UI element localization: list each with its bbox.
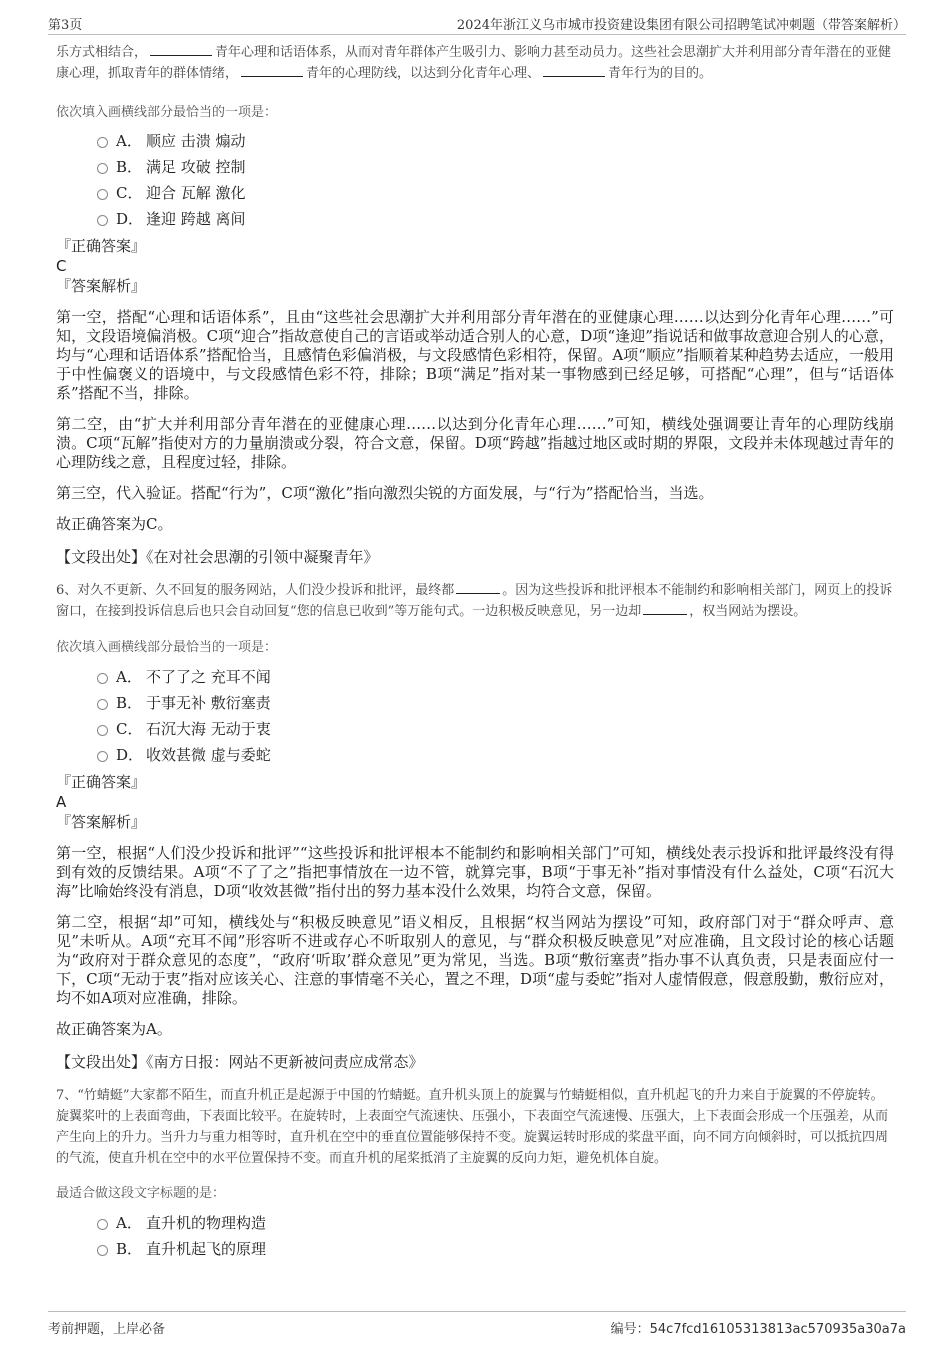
explanation-conclusion: 故正确答案为A。 <box>56 1020 172 1038</box>
answer-label: 『正确答案』 <box>56 773 147 791</box>
page-content <box>56 42 894 1262</box>
blank <box>643 602 687 615</box>
radio-icon[interactable] <box>97 751 108 762</box>
option-d[interactable]: D． 收效甚微 虚与委蛇 <box>56 742 894 768</box>
analysis-label: 『答案解析』 <box>56 813 147 831</box>
radio-icon[interactable] <box>97 163 108 174</box>
explanation-paragraph: 第一空，搭配“心理和话语体系”，且由“这些社会思潮扩大并利用部分青年潜在的亚健康心理……以达到分化青年心理……”可知，文段语境偏消极。C项“迎合”指故意使自己的言语或举动适合别人的心意，D项“逢迎”指说话和做事故意迎合别人的心意，均与“心理和话语体系”搭配恰当，且感情色彩偏消极，与文段感情色彩相符，保留。A项“顺应”指顺着某种趋势去适应，一般用于中性偏褒义的语境中，与文段感情色彩不符，排除；B项“满足”指对某一事物感到已经足够，可搭配“心理”，但与“话语体系”搭配不当，排除。 <box>56 308 894 402</box>
answer-label: 『正确答案』 <box>56 237 147 255</box>
source-citation: 【文段出处】《南方日报：网站不更新被问责应成常态》 <box>56 1053 424 1071</box>
option-b[interactable]: B． 满足 攻破 控制 <box>56 154 894 180</box>
option-c[interactable]: C． 石沉大海 无动于衷 <box>56 716 894 742</box>
radio-icon[interactable] <box>97 725 108 736</box>
option-a[interactable]: A． 不了了之 充耳不闻 <box>56 664 894 690</box>
radio-icon[interactable] <box>97 137 108 148</box>
radio-icon[interactable] <box>97 189 108 200</box>
radio-icon[interactable] <box>97 1219 108 1230</box>
explanation-conclusion: 故正确答案为C。 <box>56 515 173 533</box>
document-id: 编号：54c7fcd16105313813ac570935a30a7a <box>610 1322 906 1337</box>
analysis-label: 『答案解析』 <box>56 277 147 295</box>
q7-stem: 7、“竹蜻蜓”大家都不陌生，而直升机正是起源于中国的竹蜻蜓。直升机头顶上的旋翼与竹蜻蜓相似，直升机起飞的升力来自于旋翼的不停旋转。旋翼桨叶的上表面弯曲，下表面比较平。在旋转时，上表面空气流速快、压强小，下表面空气流速慢、压强大，上下表面会形成一个压强差，从而产生向上的升力。当升力与重力相等时，直升机在空中的垂直位置能够保持不变。旋翼运转时形成的桨盘平面，向不同方向倾斜时，可以抵抗四周的气流，使直升机在空中的水平位置保持不变。而直升机的尾桨抵消了主旋翼的反向力矩，避免机体自旋。 <box>56 1088 889 1166</box>
q5-prompt: 依次填入画横线部分最恰当的一项是： <box>56 105 278 120</box>
blank <box>241 64 303 77</box>
radio-icon[interactable] <box>97 673 108 684</box>
q5-options <box>56 128 894 232</box>
option-c[interactable]: C． 迎合 瓦解 激化 <box>56 180 894 206</box>
q6-prompt: 依次填入画横线部分最恰当的一项是： <box>56 640 278 655</box>
blank <box>150 43 212 56</box>
blank <box>543 64 605 77</box>
option-d[interactable]: D． 逢迎 跨越 离间 <box>56 206 894 232</box>
radio-icon[interactable] <box>97 699 108 710</box>
footer-slogan: 考前押题，上岸必备 <box>48 1322 166 1337</box>
option-b[interactable]: B． 于事无补 敷衍塞责 <box>56 690 894 716</box>
explanation-paragraph: 第一空，根据“人们没少投诉和批评”“这些投诉和批评根本不能制约和影响相关部门”可知，横线处表示投诉和批评最终没有得到有效的反馈结果。A项“不了了之”指把事情放在一边不管，就算完事，B项“于事无补”指对事情没有什么益处，C项“石沉大海”比喻始终没有消息，D项“收效甚微”指付出的努力基本没什么效果，均符合文意，保留。 <box>56 844 894 900</box>
q7-prompt: 最适合做这段文字标题的是： <box>56 1186 226 1201</box>
explanation-paragraph: 第二空，由“扩大并利用部分青年潜在的亚健康心理……以达到分化青年心理……”可知，横线处强调要让青年的心理防线崩溃。C项“瓦解”指使对方的力量崩溃或分裂，符合文意，保留。D项“跨越”指越过地区或时期的界限，文段并未体现越过青年的心理防线之意，且程度过轻，排除。 <box>56 415 894 471</box>
correct-answer: A <box>56 793 67 811</box>
blank <box>456 581 500 594</box>
option-a[interactable]: A． 直升机的物理构造 <box>56 1210 894 1236</box>
correct-answer: C <box>56 257 67 275</box>
page-number: 第3页 <box>48 18 83 33</box>
q6-stem: 6、对久不更新、久不回复的服务网站，人们没少投诉和批评，最终都 。因为这些投诉和批评根本不能制约和影响相关部门，网页上的投诉窗口，在接到投诉信息后也只会自动回复“您的信息已收到”等万能句式。一边积极反映意见，另一边却 ，权当网站为摆设。 <box>56 583 893 619</box>
document-title: 2024年浙江义乌市城市投资建设集团有限公司招聘笔试冲刺题（带答案解析） <box>456 18 906 33</box>
option-b[interactable]: B． 直升机起飞的原理 <box>56 1236 894 1262</box>
radio-icon[interactable] <box>97 215 108 226</box>
source-citation: 【文段出处】《在对社会思潮的引领中凝聚青年》 <box>56 548 379 566</box>
page-header <box>48 12 906 35</box>
explanation-paragraph: 第三空，代入验证。搭配“行为”，C项“激化”指向激烈尖锐的方面发展，与“行为”搭配恰当，当选。 <box>56 484 714 502</box>
page-footer <box>48 1311 906 1337</box>
option-a[interactable]: A． 顺应 击溃 煽动 <box>56 128 894 154</box>
q7-options <box>56 1210 894 1262</box>
radio-icon[interactable] <box>97 1245 108 1256</box>
explanation-paragraph: 第二空，根据“却”可知，横线处与“积极反映意见”语义相反，且根据“权当网站为摆设”可知，政府部门对于“群众呼声、意见”未听从。A项“充耳不闻”形容听不进或存心不听取别人的意见，与“群众积极反映意见”对应准确，且文段讨论的核心话题为“政府对于群众意见的态度”，“政府‘听取’群众意见”更为常见，当选。B项“敷衍塞责”指办事不认真负责，只是表面应付一下，C项“无动于衷”指对应该关心、注意的事情毫不关心，置之不理，D项“虚与委蛇”指对人虚情假意，假意殷勤，敷衍应对，均不如A项对应准确，排除。 <box>56 913 894 1007</box>
q5-stem: 乐方式相结合， 青年心理和话语体系，从而对青年群体产生吸引力、影响力甚至动员力。这些社会思潮扩大并利用部分青年潜在的亚健康心理，抓取青年的群体情绪， 青年的心理防线，以达到分化青年心理、 青年行为的目的。 <box>56 45 892 81</box>
q6-options <box>56 664 894 768</box>
